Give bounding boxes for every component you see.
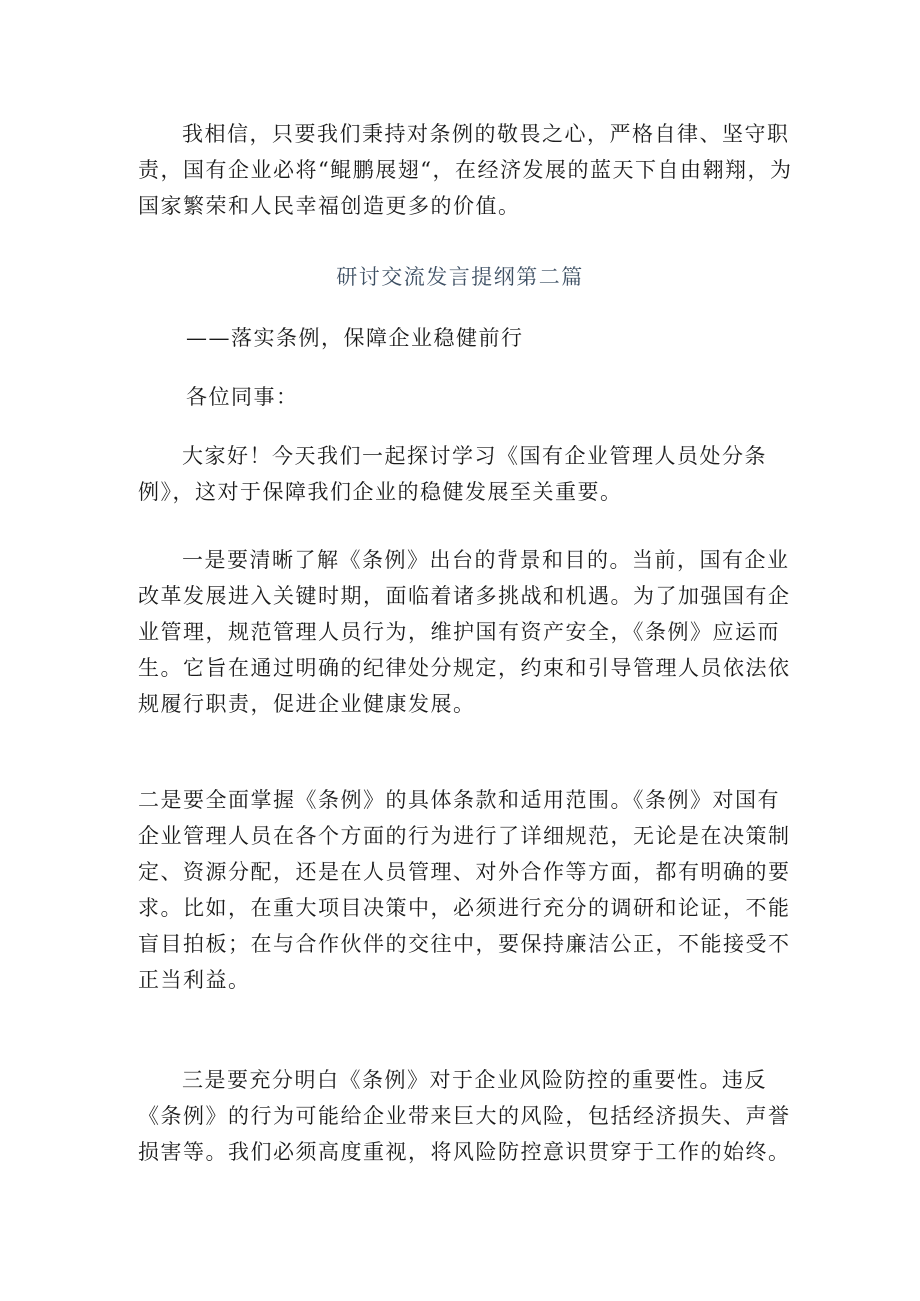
subtitle: ——落实条例，保障企业稳健前行	[186, 326, 524, 350]
paragraph-point-three: 三是要充分明白《条例》对于企业风险防控的重要性。违反《条例》的行为可能给企业带来巨大的风险，包括经济损失、声誉损害等。我们必须高度重视，将风险防控意识贯穿于工作的始终。	[138, 1068, 791, 1164]
paragraph-greeting: 大家好！今天我们一起探讨学习《国有企业管理人员处分条例》，这对于保障我们企业的稳健发展至关重要。	[138, 444, 767, 504]
paragraph-intro: 我相信，只要我们秉持对条例的敬畏之心，严格自律、坚守职责，国有企业必将“鲲鹏展翅“，在经济发展的蓝天下自由翱翔，为国家繁荣和人民幸福创造更多的价值。	[138, 122, 793, 218]
paragraph-point-one: 一是要清晰了解《条例》出台的背景和目的。当前，国有企业改革发展进入关键时期，面临着诸多挑战和机遇。为了加强国有企业管理，规范管理人员行为，维护国有资产安全，《条例》应运而生。它旨在通过明确的纪律处分规定，约束和引导管理人员依法依规履行职责，促进企业健康发展。	[138, 548, 791, 716]
salutation: 各位同事：	[186, 385, 299, 409]
section-title: 研讨交流发言提纲第二篇	[336, 265, 584, 289]
paragraph-point-two: 二是要全面掌握《条例》的具体条款和适用范围。《条例》对国有企业管理人员在各个方面的行为进行了详细规范，无论是在决策制定、资源分配，还是在人员管理、对外合作等方面，都有明确的要求。比如，在重大项目决策中，必须进行充分的调研和论证，不能盲目拍板；在与合作伙伴的交往中，要保持廉洁公正，不能接受不正当利益。	[138, 788, 791, 992]
